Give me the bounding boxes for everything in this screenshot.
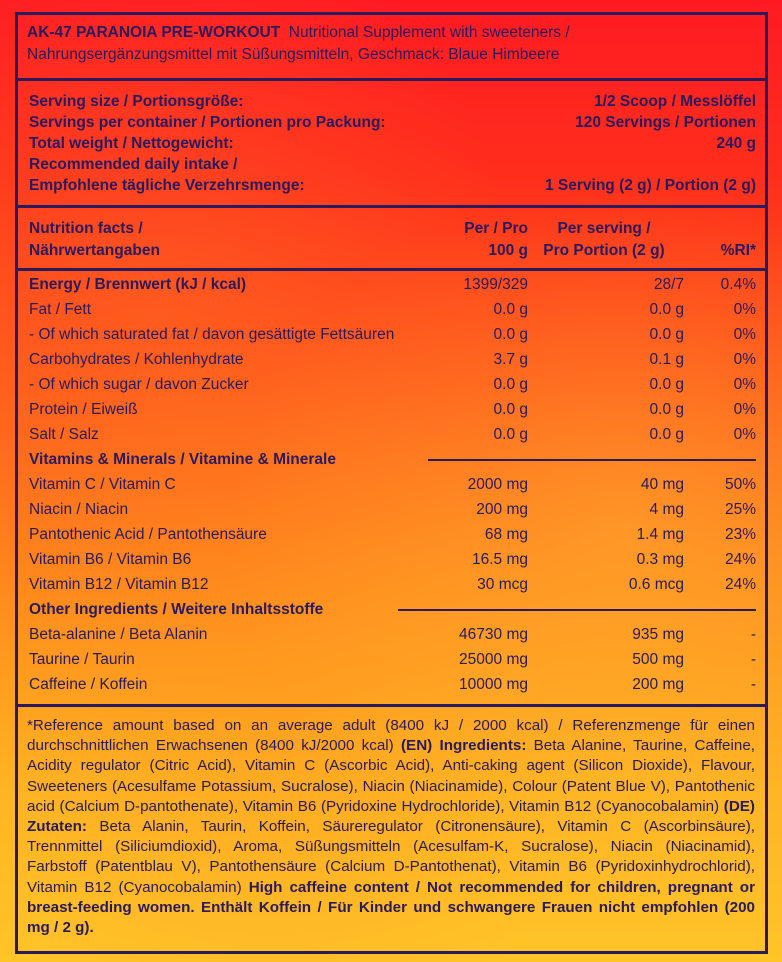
ingredients-en-label: (EN) Ingredients: (401, 737, 527, 755)
row-name: Beta-alanine / Beta Alanin (29, 626, 208, 643)
table-row (29, 472, 756, 497)
total-weight-row (29, 133, 756, 155)
row-ri: - (750, 676, 756, 693)
divider-header (15, 78, 768, 81)
row-per100: 0.0 g (493, 401, 528, 418)
table-row (29, 372, 756, 397)
other-title: Other Ingredients / Weitere Inhaltsstoffe (29, 601, 324, 618)
table-row (29, 422, 756, 447)
row-serving: 0.1 g (649, 351, 684, 368)
row-ri: 0% (733, 301, 756, 318)
col-serving-header (524, 218, 684, 262)
table-row (29, 322, 756, 347)
row-per100: 68 mg (484, 526, 528, 543)
serving-label: Servings per container / Portionen pro Packung: (29, 114, 386, 131)
row-ri: 0% (733, 401, 756, 418)
row-per100: 0.0 g (493, 376, 528, 393)
row-ri: - (750, 626, 756, 643)
col-per100-header-line2: 100 g (488, 242, 528, 259)
row-per100: 0.0 g (493, 426, 528, 443)
row-per100: 2000 mg (467, 476, 528, 493)
row-name: Caffeine / Koffein (29, 676, 148, 693)
row-per100: 1399/329 (463, 276, 528, 293)
serving-value: 1/2 Scoop / Messlöffel (594, 93, 756, 110)
ingredients-en: Beta Alanine, Taurine, Caffeine, Acidity regulator (Citric Acid), Vitamin C (Ascorbic Acid), Anti-caking agent (Silicon Dioxide), Flavour, Sweeteners (Acesulfame Potassium, Sucralose), Niacin (Niacinamide), Colour (Patent Blue V), Pantothenic acid (Calcium D-pantothenate), Vitamin B6 (Pyridoxine Hydrochloride), Vitamin B12 (Cyanocobalamin) (27, 737, 755, 815)
row-serving: 500 mg (632, 651, 684, 668)
table-row (29, 347, 756, 372)
daily-intake-row (29, 175, 756, 197)
serving-label: Serving size / Portionsgröße: (29, 93, 244, 110)
row-name: - Of which saturated fat / davon gesättigte Fettsäuren (29, 326, 395, 343)
row-ri: - (750, 651, 756, 668)
row-name: Niacin / Niacin (29, 501, 129, 518)
serving-label: Empfohlene tägliche Verzehrsmenge: (29, 177, 305, 194)
table-row (29, 572, 756, 597)
row-serving: 40 mg (640, 476, 684, 493)
row-per100: 200 mg (476, 501, 528, 518)
row-serving: 0.3 mg (636, 551, 684, 568)
row-per100: 25000 mg (459, 651, 528, 668)
row-per100: 0.0 g (493, 301, 528, 318)
serving-value: 1 Serving (2 g) / Portion (2 g) (545, 177, 756, 194)
col-per100-header-line1: Per / Pro (464, 220, 528, 237)
product-header (27, 22, 762, 66)
row-per100: 30 mcg (477, 576, 528, 593)
row-serving: 0.0 g (649, 426, 684, 443)
table-row (29, 272, 756, 297)
table-row (29, 497, 756, 522)
row-serving: 0.6 mcg (628, 576, 684, 593)
divider-serving (15, 205, 768, 208)
row-ri: 50% (724, 476, 756, 493)
row-name: Pantothenic Acid / Pantothensäure (29, 526, 267, 543)
row-serving: 0.0 g (649, 401, 684, 418)
product-subtitle-de: Nahrungsergänzungsmittel mit Süßungsmitteln, Geschmack: Blaue Himbeere (27, 46, 560, 63)
row-name: Salt / Salz (29, 426, 99, 443)
row-ri: 0% (733, 426, 756, 443)
table-row (29, 672, 756, 697)
col-name-header-line2: Nährwertangaben (29, 242, 160, 259)
row-ri: 0% (733, 326, 756, 343)
table-row (29, 522, 756, 547)
serving-label: Total weight / Nettogewicht: (29, 135, 234, 152)
col-ri-header-line2: %RI* (720, 242, 756, 259)
row-serving: 0.0 g (649, 301, 684, 318)
servings-per-container-row (29, 112, 756, 134)
row-name: Vitamin B6 / Vitamin B6 (29, 551, 192, 568)
row-serving: 200 mg (632, 676, 684, 693)
ingredients-de-label: (DE) Zutaten: (27, 797, 755, 836)
col-serving-header-line1: Per serving / (557, 220, 651, 237)
col-name-header-line1: Nutrition facts / (29, 220, 143, 237)
row-ri: 0% (733, 351, 756, 368)
table-row (29, 397, 756, 422)
caffeine-warning: High caffeine content / Not recommended for children, pregnant or breast-feeding women. Enthält Koffein / Für Kinder und schwangere Frauen nicht empfohlen (200 mg / 2 g). (27, 878, 755, 937)
product-subtitle: Nutritional Supplement with sweeteners / (288, 24, 570, 41)
divider-other (398, 609, 756, 611)
row-name: Energy / Brennwert (kJ / kcal) (29, 276, 247, 293)
table-row (29, 647, 756, 672)
row-per100: 3.7 g (493, 351, 528, 368)
ingredients-text (27, 716, 755, 938)
table-row (29, 622, 756, 647)
row-ri: 23% (724, 526, 756, 543)
row-serving: 0.0 g (649, 376, 684, 393)
row-serving: 0.0 g (649, 326, 684, 343)
row-ri: 24% (724, 576, 756, 593)
vitamins-title: Vitamins & Minerals / Vitamine & Minerale (29, 451, 336, 468)
divider-table-header (15, 268, 768, 271)
row-serving: 4 mg (649, 501, 684, 518)
serving-value: 240 g (716, 135, 756, 152)
row-name: Fat / Fett (29, 301, 92, 318)
col-serving-header-line2: Pro Portion (2 g) (543, 242, 665, 259)
serving-label: Recommended daily intake / (29, 156, 238, 173)
row-serving: 28/7 (653, 276, 684, 293)
row-name: Taurine / Taurin (29, 651, 135, 668)
col-name-header (29, 218, 160, 262)
row-ri: 0% (733, 376, 756, 393)
row-per100: 10000 mg (459, 676, 528, 693)
recommended-intake-row (29, 154, 756, 176)
col-per100-header (428, 218, 528, 262)
table-row (29, 547, 756, 572)
col-ri-header (696, 218, 756, 262)
row-name: Carbohydrates / Kohlenhydrate (29, 351, 244, 368)
nutrition-table-header (29, 218, 756, 262)
ingredients-de: Beta Alanin, Taurin, Koffein, Säureregulator (Citronensäure), Vitamin C (Ascorbinsäure), Trennmittel (Siliciumdioxid), Aroma, Süßungsmitteln (Acesulfam-K, Sucralose), Niacin (Niacinamid), Farbstoff (Patentblau V), Pantothensäure (Calcium D-Pantothenat), Vitamin B6 (Pyridoxinhydrochlorid), Vitamin B12 (Cyanocobalamin) (27, 818, 755, 896)
row-ri: 25% (724, 501, 756, 518)
divider-footer (15, 704, 768, 707)
row-name: Vitamin C / Vitamin C (29, 476, 176, 493)
row-serving: 935 mg (632, 626, 684, 643)
row-name: Vitamin B12 / Vitamin B12 (29, 576, 209, 593)
row-name: Protein / Eiweiß (29, 401, 138, 418)
row-per100: 0.0 g (493, 326, 528, 343)
serving-size-row (29, 91, 756, 113)
row-name: - Of which sugar / davon Zucker (29, 376, 249, 393)
row-per100: 16.5 mg (471, 551, 528, 568)
reference-note: *Reference amount based on an average adult (8400 kJ / 2000 kcal) / Referenzmenge für einen durchschnittlichen Erwachsenen (8400 kJ/2000 kcal) (27, 717, 755, 755)
product-name: AK-47 PARANOIA PRE-WORKOUT (27, 24, 281, 41)
row-serving: 1.4 mg (636, 526, 684, 543)
row-per100: 46730 mg (459, 626, 528, 643)
table-row (29, 297, 756, 322)
row-ri: 24% (724, 551, 756, 568)
divider-vitamins (428, 459, 756, 461)
row-ri: 0.4% (720, 276, 756, 293)
serving-value: 120 Servings / Portionen (575, 114, 756, 131)
